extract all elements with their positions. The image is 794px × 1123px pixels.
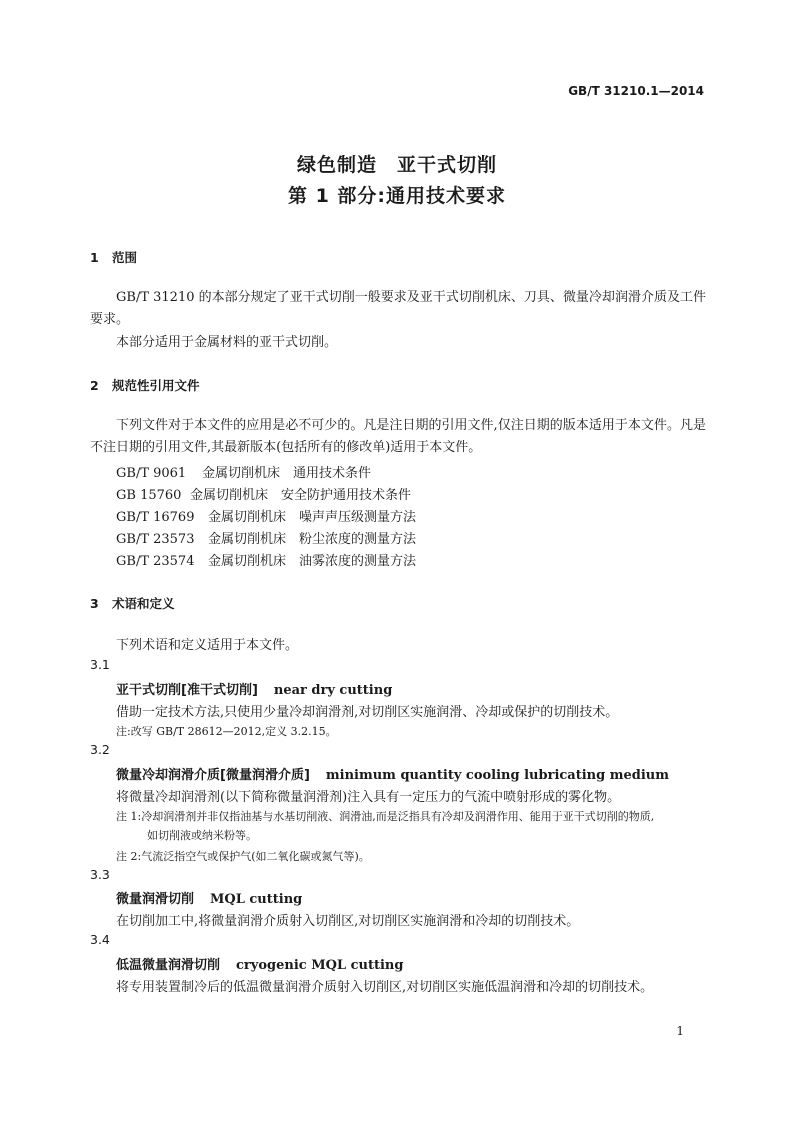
reference-title: 金属切削机床 噪声声压级测量方法: [208, 510, 417, 525]
term-name-zh: 微量润滑切削: [116, 892, 195, 907]
term-number: 3.3: [90, 867, 110, 882]
term-name-zh: 亚干式切削[准干式切削]: [116, 683, 258, 698]
section-number: 2: [90, 378, 99, 393]
terms-intro: 下列术语和定义适用于本文件。: [116, 638, 299, 653]
term-name-zh: 低温微量润滑切削: [116, 958, 221, 973]
term-name: [116, 764, 669, 783]
reference-item: [116, 506, 416, 525]
reference-code: GB 15760: [116, 488, 182, 503]
term-definition: 将微量冷却润滑剂(以下简称微量润滑剂)注入具有一定压力的气流中喷射形成的雾化物。: [116, 790, 621, 805]
reference-item: [116, 550, 416, 569]
title-line-2: 第 1 部分:通用技术要求: [287, 185, 507, 207]
reference-code: GB/T 23574: [116, 554, 195, 569]
term-name: [116, 888, 302, 907]
scope-paragraph-2: 本部分适用于金属材料的亚干式切削。: [116, 335, 338, 350]
section-number: 1: [90, 250, 99, 265]
reference-code: GB/T 9061: [116, 466, 187, 481]
section-1-heading: [90, 248, 137, 266]
term-name: [116, 954, 403, 973]
reference-item: [116, 528, 416, 547]
section-3-heading: [90, 594, 175, 612]
term-name-en: near dry cutting: [273, 683, 393, 698]
term-name-zh: 微量冷却润滑介质[微量润滑介质]: [116, 768, 310, 783]
term-name-en: MQL cutting: [210, 892, 303, 907]
page-number: 1: [676, 1024, 684, 1038]
scope-paragraph-1: GB/T 31210 的本部分规定了亚干式切削一般要求及亚干式切削机床、刀具、微量冷却润滑介质及工件要求。: [90, 290, 706, 327]
term-definition: 将专用装置制冷后的低温微量润滑介质射入切削区,对切削区实施低温润滑和冷却的切削技术。: [116, 980, 654, 995]
reference-code: GB/T 23573: [116, 532, 195, 547]
term-name-en: minimum quantity cooling lubricating medium: [325, 768, 669, 783]
reference-title: 金属切削机床 油雾浓度的测量方法: [208, 554, 417, 569]
reference-title: 金属切削机床 粉尘浓度的测量方法: [208, 532, 417, 547]
term-definition: 借助一定技术方法,只使用少量冷却润滑剂,对切削区实施润滑、冷却或保护的切削技术。: [116, 705, 619, 720]
reference-item: [116, 484, 411, 503]
term-name-en: cryogenic MQL cutting: [236, 958, 404, 973]
term-note-continuation: 如切削液或纳米粉等。: [147, 829, 257, 842]
section-2-heading: [90, 376, 200, 394]
term-number: 3.1: [90, 657, 110, 672]
section-title: 术语和定义: [112, 596, 175, 611]
reference-code: GB/T 16769: [116, 510, 195, 525]
reference-title: 金属切削机床 安全防护通用技术条件: [190, 488, 412, 503]
references-intro: 下列文件对于本文件的应用是必不可少的。凡是注日期的引用文件,仅注日期的版本适用于本文件。凡是不注日期的引用文件,其最新版本(包括所有的修改单)适用于本文件。: [90, 418, 706, 455]
term-note: 注 1:冷却润滑剂并非仅指油基与水基切削液、润滑油,而是泛指具有冷却及润滑作用、能用于亚干式切削的物质,: [116, 810, 655, 823]
reference-item: [116, 462, 371, 481]
title-line-1: 绿色制造 亚干式切削: [296, 154, 497, 176]
section-number: 3: [90, 596, 99, 611]
section-title: 范围: [112, 250, 138, 265]
section-title: 规范性引用文件: [112, 378, 200, 393]
term-name: [116, 679, 392, 698]
term-number: 3.2: [90, 742, 110, 757]
term-number: 3.4: [90, 932, 110, 947]
term-note: 注:改写 GB/T 28612—2012,定义 3.2.15。: [116, 725, 337, 738]
term-note: 注 2:气流泛指空气或保护气(如二氧化碳或氮气等)。: [116, 850, 370, 863]
standard-code: GB/T 31210.1—2014: [568, 84, 704, 98]
term-definition: 在切削加工中,将微量润滑介质射入切削区,对切削区实施润滑和冷却的切削技术。: [116, 914, 580, 929]
reference-title: 金属切削机床 通用技术条件: [202, 466, 372, 481]
